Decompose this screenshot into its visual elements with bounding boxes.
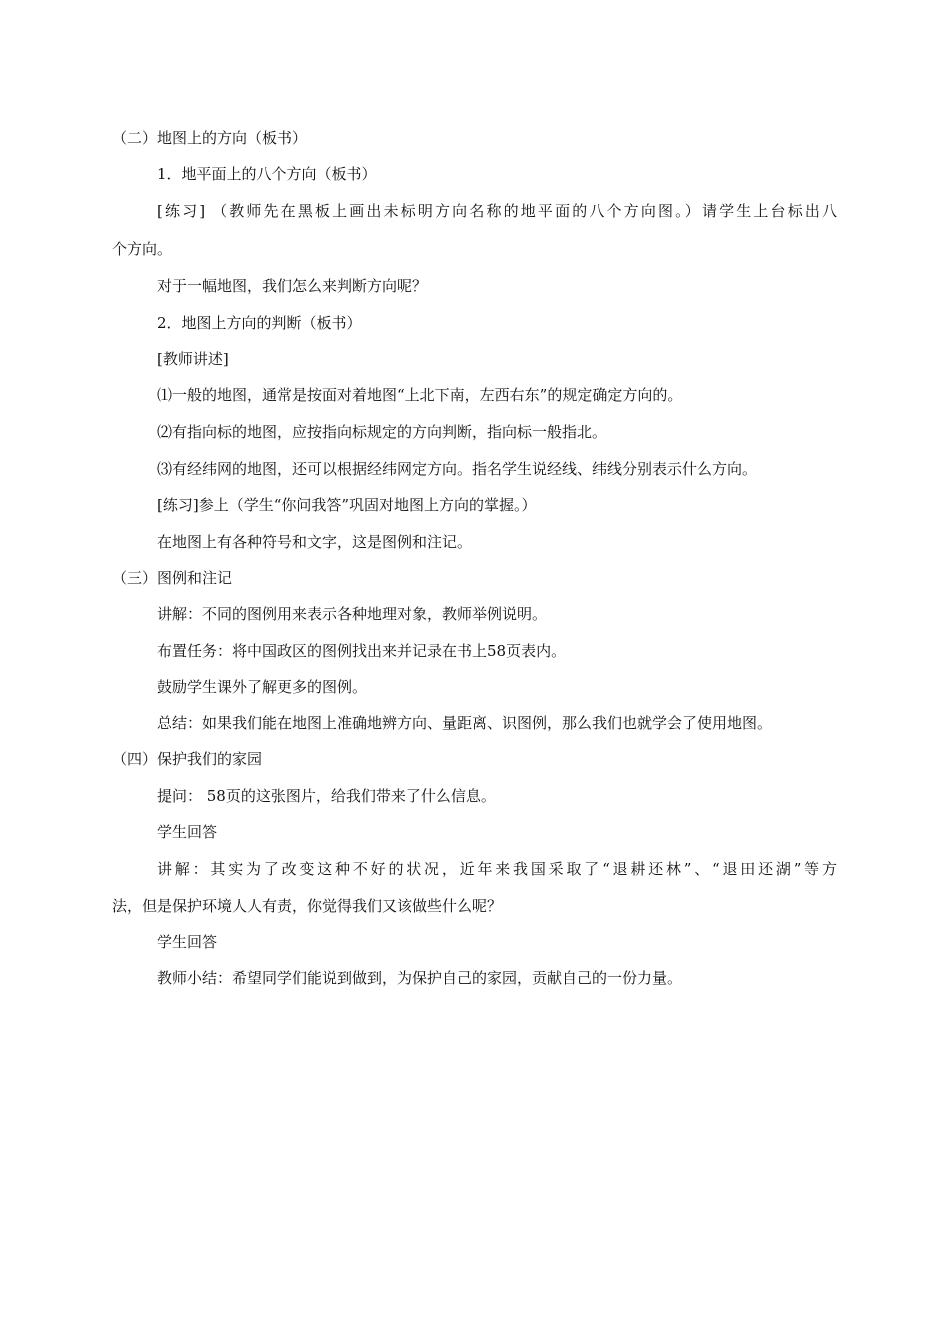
paragraph-teacher-summary: 教师小结：希望同学们能说到做到，为保护自己的家园，贡献自己的一份力量。: [157, 969, 683, 987]
paragraph-explanation: 讲解：不同的图例用来表示各种地理对象，教师举例说明。: [157, 605, 548, 623]
subheading-direction-judgement: 2．地图上方向的判断（板书）: [157, 314, 362, 332]
paragraph-explanation-2: 讲解：其实为了改变这种不好的状况，近年来我国采取了“退耕还林”、“退田还湖”等方: [157, 860, 837, 878]
section-heading-3: （三）图例和注记: [112, 569, 233, 587]
section-heading-2: （二）地图上的方向（板书）: [112, 129, 308, 147]
paragraph-legend-intro: 在地图上有各种符号和文字，这是图例和注记。: [157, 533, 473, 551]
paragraph-student-answer: 学生回答: [157, 823, 218, 841]
list-item-3: ⑶有经纬网的地图，还可以根据经纬网定方向。指名学生说经线、纬线分别表示什么方向。: [157, 460, 758, 478]
paragraph-exercise-cont: 个方向。: [112, 240, 173, 258]
paragraph-exercise-2: [练习]参上（学生“你问我答”巩固对地图上方向的掌握。）: [157, 496, 537, 514]
paragraph-encourage: 鼓励学生课外了解更多的图例。: [157, 678, 368, 696]
paragraph-teacher-narration: [教师讲述]: [157, 350, 229, 368]
paragraph-student-answer-2: 学生回答: [157, 933, 218, 951]
paragraph-exercise: [练习] （教师先在黑板上画出未标明方向名称的地平面的八个方向图。）请学生上台标出八: [157, 202, 837, 220]
paragraph-ask: 提问： 58页的这张图片，给我们带来了什么信息。: [157, 787, 496, 805]
paragraph-summary: 总结：如果我们能在地图上准确地辨方向、量距离、识图例，那么我们也就学会了使用地图。: [157, 714, 773, 732]
paragraph-explanation-2-cont: 法，但是保护环境人人有责，你觉得我们又该做些什么呢？: [112, 897, 503, 915]
list-item-2: ⑵有指向标的地图，应按指向标规定的方向判断，指向标一般指北。: [157, 423, 608, 441]
subheading-eight-directions: 1．地平面上的八个方向（板书）: [157, 165, 377, 183]
list-item-1: ⑴一般的地图，通常是按面对着地图“上北下南，左西右东”的规定确定方向的。: [157, 386, 683, 404]
paragraph-task: 布置任务：将中国政区的图例找出来并记录在书上58页表内。: [157, 642, 567, 660]
paragraph-question: 对于一幅地图，我们怎么来判断方向呢？: [157, 277, 428, 295]
section-heading-4: （四）保护我们的家园: [112, 750, 263, 768]
